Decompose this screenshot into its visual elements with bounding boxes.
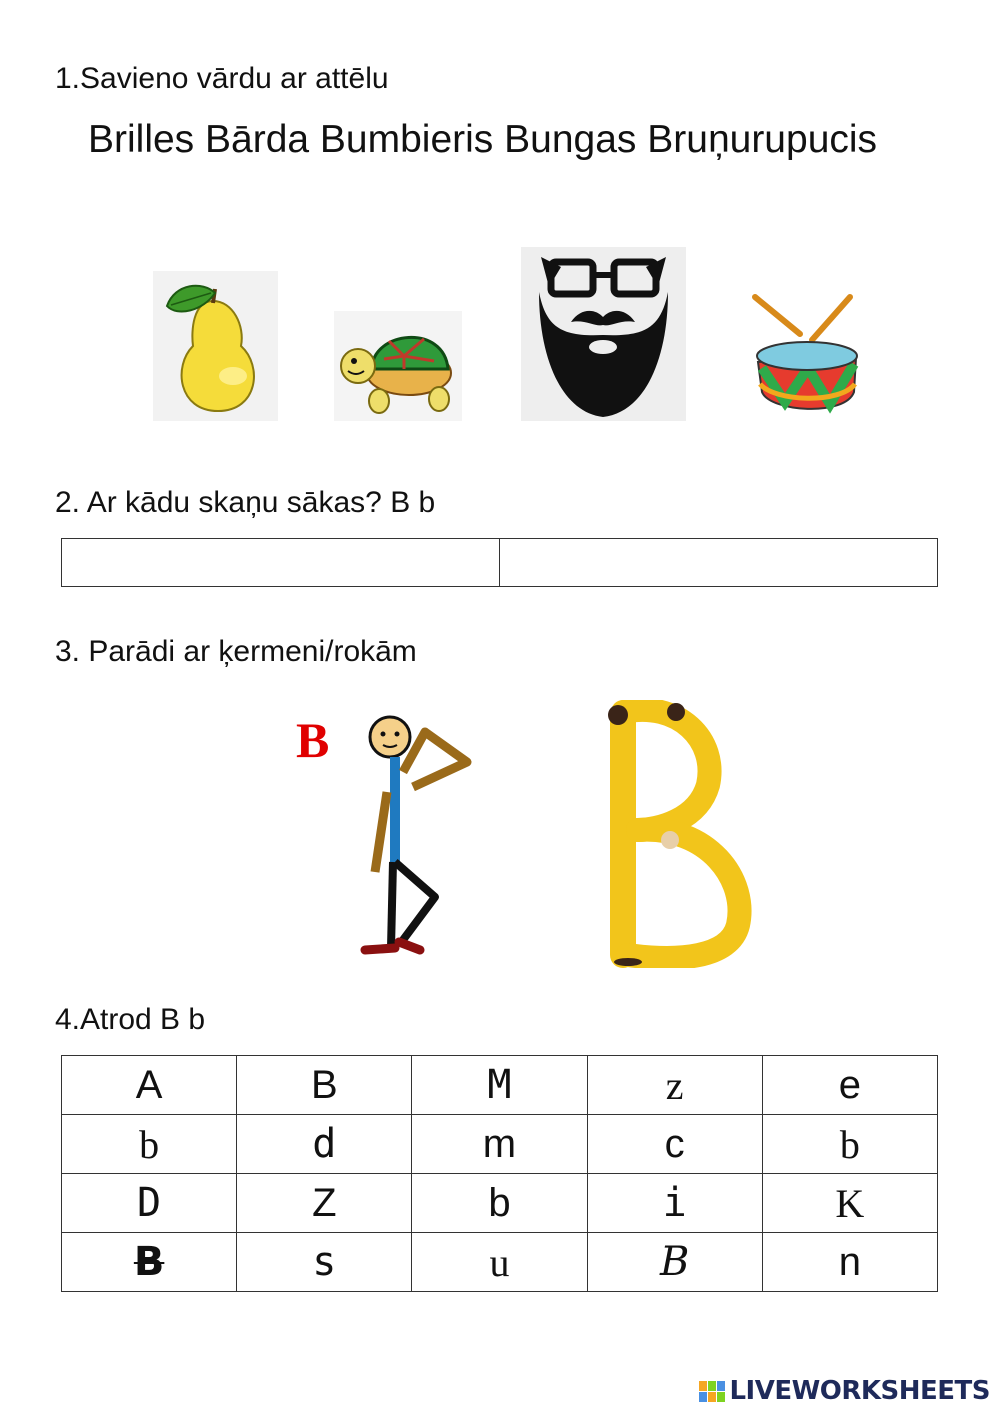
letter-grid-row (62, 1174, 938, 1233)
pear-image (153, 271, 278, 421)
letter-cell[interactable]: d (237, 1115, 412, 1174)
letter-cell[interactable]: D (62, 1174, 237, 1233)
letter-cell[interactable]: n (762, 1233, 937, 1292)
stick-figure-image (355, 712, 480, 962)
logo-blocks-icon (699, 1381, 725, 1402)
letter-cell[interactable]: c (587, 1115, 762, 1174)
answer-box (61, 538, 938, 587)
turtle-image (334, 311, 462, 421)
letter-cell[interactable]: M (412, 1056, 587, 1115)
letter-cell[interactable]: b (762, 1115, 937, 1174)
letter-cell[interactable]: B (237, 1056, 412, 1115)
letter-cell[interactable]: i (587, 1174, 762, 1233)
letter-cell[interactable]: K (762, 1174, 937, 1233)
letter-cell[interactable]: A (62, 1056, 237, 1115)
letter-cell[interactable]: B (587, 1233, 762, 1292)
word-bank: Brilles Bārda Bumbieris Bungas Bruņurupucis (88, 118, 878, 161)
letter-cell[interactable]: z (587, 1056, 762, 1115)
letter-cell[interactable]: s (237, 1233, 412, 1292)
letter-cell[interactable]: Z (237, 1174, 412, 1233)
letter-cell[interactable]: u (412, 1233, 587, 1292)
answer-cell-left[interactable] (62, 539, 499, 586)
letter-grid-row (62, 1115, 938, 1174)
letter-cell[interactable]: m (412, 1115, 587, 1174)
letter-grid (61, 1055, 938, 1292)
acrobats-b-image (598, 700, 753, 968)
letter-grid-row (62, 1056, 938, 1115)
letter-cell[interactable]: B (62, 1233, 237, 1292)
drum-image (750, 292, 860, 417)
letter-cell[interactable]: b (62, 1115, 237, 1174)
section-4-heading: 4.Atrod B b (55, 1003, 206, 1036)
figure-letter-b: B (296, 712, 330, 768)
section-1-heading: 1.Savieno vārdu ar attēlu (55, 62, 389, 95)
logo-text: LIVEWORKSHEETS (729, 1376, 990, 1406)
letter-grid-row (62, 1233, 938, 1292)
liveworksheets-logo (699, 1376, 990, 1406)
answer-cell-right[interactable] (499, 539, 937, 586)
letter-cell[interactable]: e (762, 1056, 937, 1115)
letter-cell[interactable]: b (412, 1174, 587, 1233)
section-2-heading: 2. Ar kādu skaņu sākas? B b (55, 486, 436, 519)
section-3-heading: 3. Parādi ar ķermeni/rokām (55, 635, 417, 668)
beard-image (521, 247, 686, 421)
